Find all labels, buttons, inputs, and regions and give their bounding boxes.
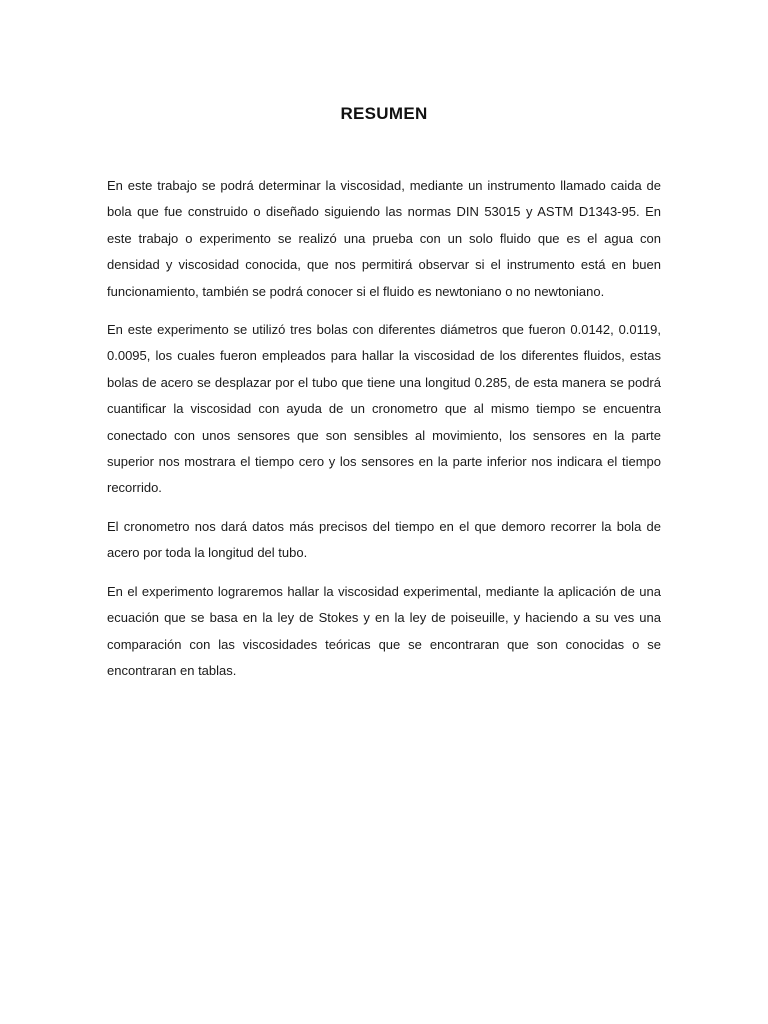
- paragraph-1: En este trabajo se podrá determinar la viscosidad, mediante un instrumento llamado caida de bola que fue construido o diseñado siguiendo las normas DIN 53015 y ASTM D1343-95. En este trabajo o experimento se realizó una prueba con un solo fluido que es el agua con densidad y viscosidad conocida, que nos permitirá observar si el instrumento está en buen funcionamiento, también se podrá conocer si el fluido es newtoniano o no newtoniano.: [107, 178, 661, 299]
- page-title: RESUMEN: [340, 104, 428, 123]
- document-body: [107, 173, 661, 696]
- paragraph-4: En el experimento lograremos hallar la viscosidad experimental, mediante la aplicación de una ecuación que se basa en la ley de Stokes y en la ley de poiseuille, y haciendo a su ves una comparación con las viscosidades teóricas que se encontraran que son conocidas o se encontraran en tablas.: [107, 583, 661, 678]
- paragraph-3: El cronometro nos dará datos más precisos del tiempo en el que demoro recorrer la bola de acero por toda la longitud del tubo.: [107, 518, 661, 561]
- paragraph-2: En este experimento se utilizó tres bolas con diferentes diámetros que fueron 0.0142, 0.0119, 0.0095, los cuales fueron empleados para hallar la viscosidad de los diferentes fluidos, estas bolas de acero se desplazar por el tubo que tiene una longitud 0.285, de esta manera se podrá cuantificar la viscosidad con ayuda de un cronometro que al mismo tiempo se encuentra conectado con unos sensores que son sensibles al movimiento, los sensores en la parte superior nos mostrara el tiempo cero y los sensores en la parte inferior nos indicara el tiempo recorrido.: [107, 322, 661, 496]
